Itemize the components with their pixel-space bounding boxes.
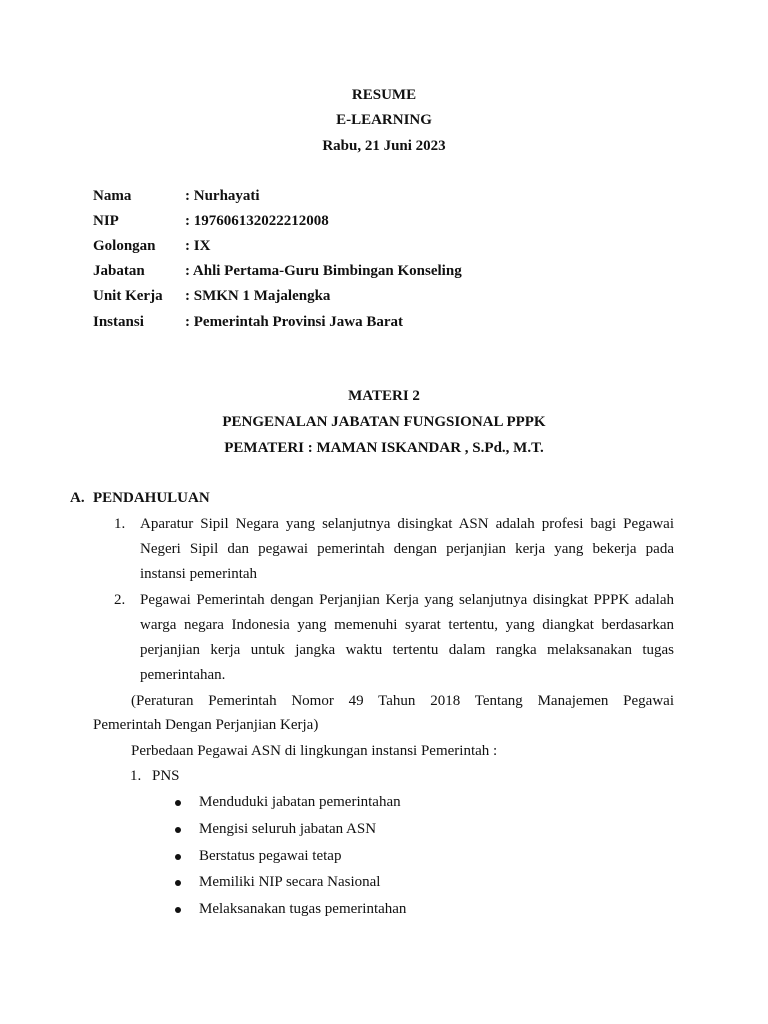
document-title: RESUME [351,87,417,103]
document-date: Rabu, 21 Juni 2023 [322,138,446,154]
bullet-item: Berstatus pegawai tetap [199,848,342,864]
paragraph-line: Negeri Sipil dan pegawai pemerintah dengan perjanjian kerja yang bekerja pada [140,541,674,557]
materi-speaker: PEMATERI : MAMAN ISKANDAR , S.Pd., M.T. [224,440,544,456]
identity-value: : Pemerintah Provinsi Jawa Barat [185,314,404,330]
bullet-icon [175,827,181,833]
identity-label: Instansi [93,314,144,330]
bullet-icon [175,800,181,806]
paragraph-line: instansi pemerintah [140,566,258,582]
identity-label: NIP [93,213,119,229]
identity-value: : IX [185,238,211,254]
bullet-icon [175,907,181,913]
list-item-number: 1. [130,768,142,784]
list-item-number: 2. [114,592,126,608]
materi-number: MATERI 2 [348,388,420,404]
identity-value: : 197606132022212008 [185,213,329,229]
paragraph-line: Aparatur Sipil Negara yang selanjutnya disingkat ASN adalah profesi bagi Pegawai [140,516,674,532]
identity-value: : Ahli Pertama-Guru Bimbingan Konseling [185,263,462,279]
reference-line: Pemerintah Dengan Perjanjian Kerja) [93,717,319,733]
reference-line: (Peraturan Pemerintah Nomor 49 Tahun 2018 Tentang Manajemen Pegawai [131,693,674,709]
document-subtitle: E-LEARNING [336,112,432,128]
identity-label: Nama [93,188,132,204]
bullet-item: Melaksanakan tugas pemerintahan [199,901,407,917]
list-item-number: 1. [114,516,126,532]
pns-label: PNS [152,768,180,784]
bullet-item: Menduduki jabatan pemerintahan [199,794,401,810]
materi-topic: PENGENALAN JABATAN FUNGSIONAL PPPK [222,414,546,430]
bullet-icon [175,880,181,886]
section-heading: PENDAHULUAN [93,490,210,506]
paragraph-line: perjanjian kerja untuk jangka waktu tertentu dalam rangka melaksanakan tugas [140,642,674,658]
paragraph-line: warga negara Indonesia yang memenuhi syarat tertentu, yang diangkat berdasarkan [140,617,674,633]
bullet-item: Memiliki NIP secara Nasional [199,874,381,890]
identity-value: : Nurhayati [185,188,260,204]
identity-label: Golongan [93,238,156,254]
difference-intro: Perbedaan Pegawai ASN di lingkungan instansi Pemerintah : [131,743,498,759]
paragraph-line: Pegawai Pemerintah dengan Perjanjian Kerja yang selanjutnya disingkat PPPK adalah [140,592,674,608]
identity-value: : SMKN 1 Majalengka [185,288,331,304]
identity-label: Jabatan [93,263,145,279]
section-marker: A. [70,490,85,506]
paragraph-line: pemerintahan. [140,667,226,683]
identity-label: Unit Kerja [93,288,163,304]
bullet-item: Mengisi seluruh jabatan ASN [199,821,377,837]
bullet-icon [175,854,181,860]
